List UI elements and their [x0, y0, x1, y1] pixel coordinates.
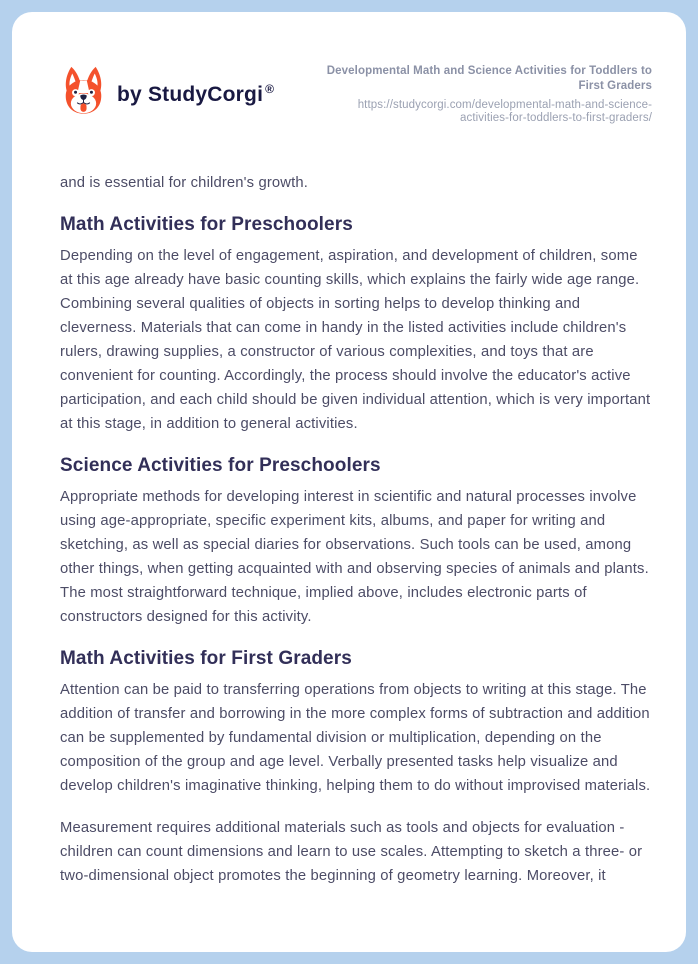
- registered-mark: ®: [265, 82, 275, 96]
- section-heading-math-preschoolers: Math Activities for Preschoolers: [60, 214, 353, 235]
- section-heading-science-preschoolers: Science Activities for Preschoolers: [60, 455, 381, 476]
- document-header: [60, 64, 652, 125]
- paragraph: Depending on the level of engagement, aspiration, and development of children, some at this age already have basic counting skills, which explains the fairly wide age range. Combining several qualities of objects in sorting helps to develop thinking and cleverness. Materials that can come in handy in the listed activities include children's rulers, drawing supplies, a constructor of various complexities, and toys that are convenient for counting. Accordingly, the process should involve the educator's active participation, and each child should be given individual attention, which is very important at this stage, in addition to general activities.: [60, 248, 651, 432]
- intro-fragment-paragraph: and is essential for children's growth.: [60, 175, 309, 191]
- title-block: [310, 64, 652, 125]
- studycorgi-logo: [60, 66, 274, 124]
- brand-text: by StudyCorgi ®: [117, 82, 275, 106]
- paragraph: Attention can be paid to transferring operations from objects to writing at this stage. The addition of transfer and borrowing in the more complex forms of subtraction and addition can be supplemented by fundamental division or multiplication, depending on the composition of the group and age level. Verbally presented tasks help visualize and develop children's imaginative thinking, helping them to do without improvised materials.: [60, 682, 651, 794]
- document-card: [12, 12, 686, 952]
- section-heading-math-first-graders: Math Activities for First Graders: [60, 648, 352, 669]
- paragraph: Appropriate methods for developing interest in scientific and natural processes involve using age-appropriate, specific experiment kits, albums, and paper for writing and sketching, as well as special diaries for observations. Such tools can be used, among other things, when getting acquainted with and observing species of animals and plants. The most straightforward technique, implied above, includes electronic parts of constructors designed for this activity.: [60, 489, 649, 625]
- paragraph: Measurement requires additional materials such as tools and objects for evaluation - children can count dimensions and learn to use scales. Attempting to sketch a three- or two-dimensional object promotes the beginning of geometry learning. Moreover, it: [60, 820, 643, 884]
- document-title: Developmental Math and Science Activities for Toddlers to First Graders: [326, 65, 652, 92]
- document-body: [60, 171, 652, 888]
- document-url-link[interactable]: https://studycorgi.com/developmental-math-and-science-activities-for-toddlers-to-first-graders/: [357, 99, 652, 124]
- corgi-logo-icon: [60, 66, 107, 124]
